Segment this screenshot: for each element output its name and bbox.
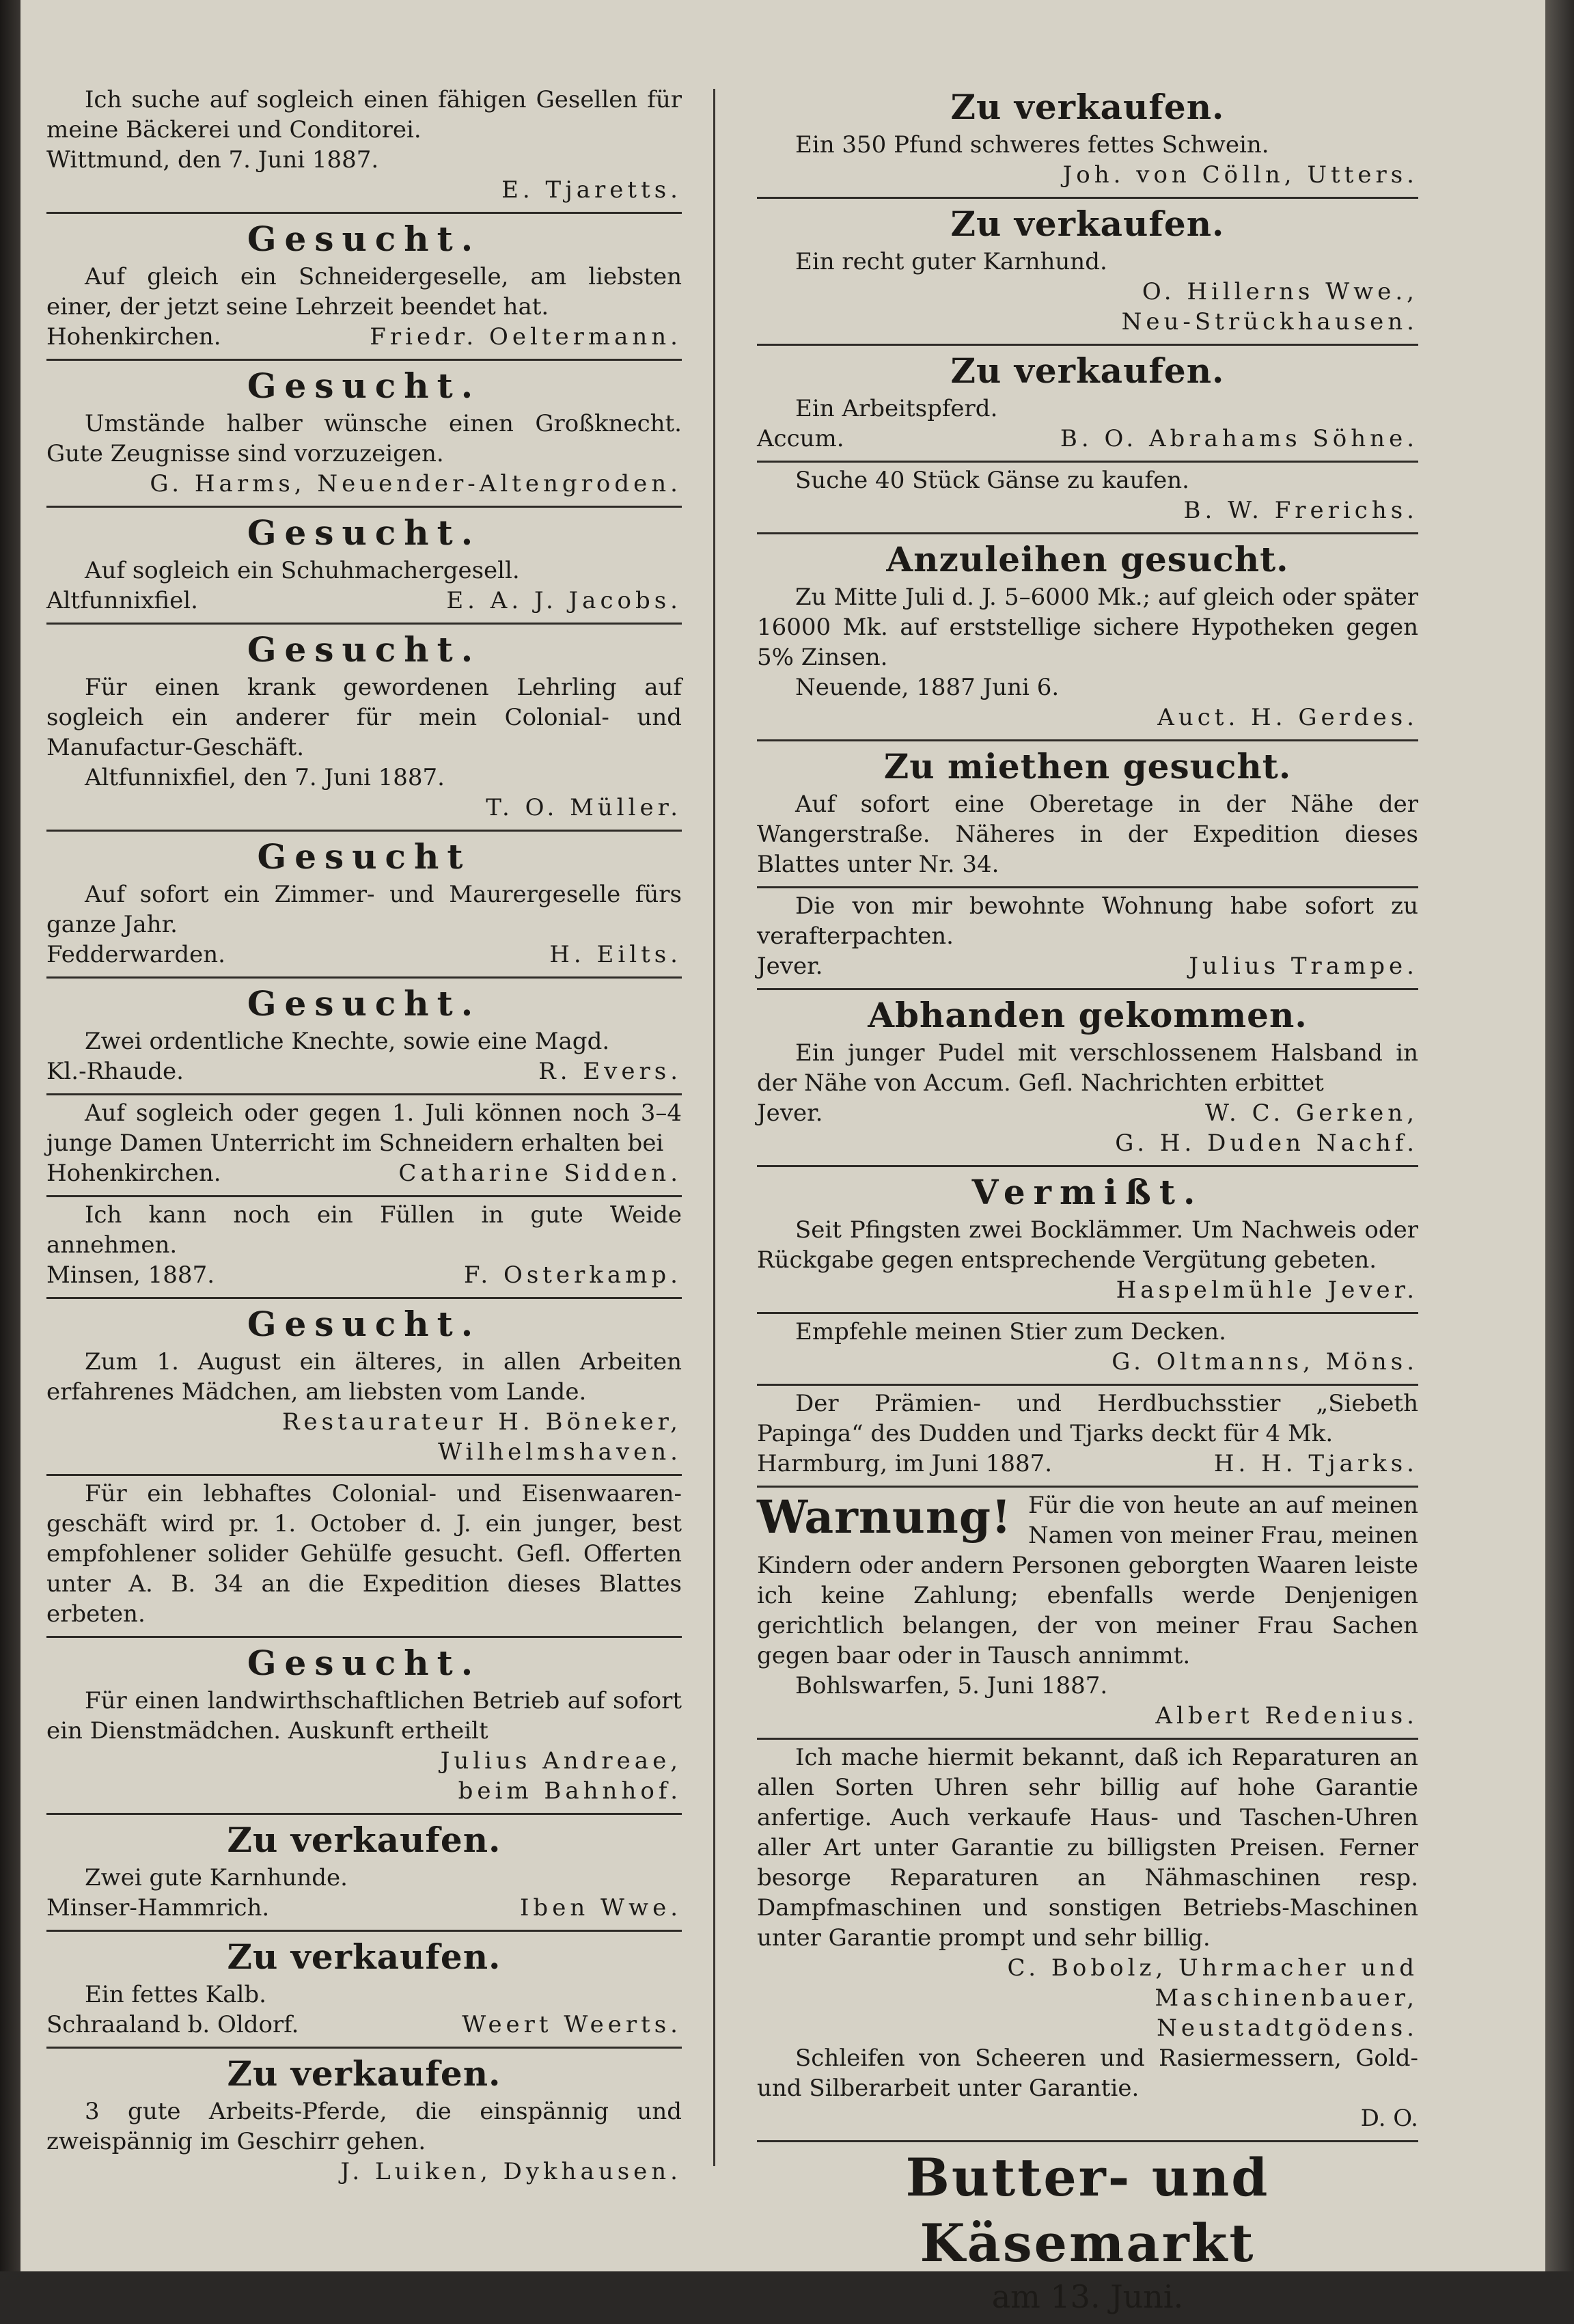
advertisement (757, 346, 1418, 463)
ad-signature-row (46, 1056, 682, 1086)
ad-place: Minser-Hammrich. (46, 1894, 270, 1922)
ad-place: Schraaland b. Oldorf. (46, 2011, 299, 2038)
ad-heading: Gesucht. (247, 1304, 482, 1344)
ad-text: Empfehle meinen Stier zum Decken. (795, 1318, 1226, 1345)
ad-place: Altfunnixfiel. (46, 587, 198, 614)
advertisement (757, 1740, 1418, 2142)
ad-text: Für einen krank gewordenen Lehrling auf sogleich ein anderer für mein Colonial- und Manufactur-Geschäft. (46, 674, 682, 761)
ad-place: Harmburg, im Juni 1887. (757, 1450, 1053, 1477)
ad-text: Für einen landwirthschaftlichen Betrieb auf sofort ein Dienstmädchen. Auskunft ertheilt (46, 1687, 682, 1745)
ad-signature: D. O. (1360, 2105, 1418, 2132)
ad-signature: C. Bobolz, Uhrmacher und Maschinenbauer, (1007, 1954, 1418, 2012)
left-column (46, 82, 682, 2193)
ad-place: Wittmund, den 7. Juni 1887. (46, 146, 379, 174)
ad-text: Umstände halber wünsche einen Großknecht. Gute Zeugnisse sind vorzuzeigen. (46, 410, 682, 467)
ad-text: Für ein lebhaftes Colonial- und Eisenwaaren-geschäft wird pr. 1. October d. J. ein junger, best empfohlener solider Gehülfe gesucht. Gefl. Offerten unter A. B. 34 an die Expedition dieses Blattes erbeten. (46, 1480, 682, 1628)
advertisement (46, 361, 682, 508)
ad-signature-row (46, 145, 682, 175)
warning-heading: Warnung! (757, 1490, 1012, 1544)
ad-heading: Anzuleihen gesucht. (886, 539, 1289, 579)
ad-heading: Zu verkaufen. (227, 1937, 501, 1977)
ad-place: Fedderwarden. (46, 941, 225, 968)
ad-text: Zwei ordentliche Knechte, sowie eine Magd. (85, 1028, 610, 1055)
ad-signature-row (757, 951, 1418, 981)
ad-signature: Albert Redenius. (1155, 1702, 1418, 1730)
ad-text: 3 gute Arbeits-Pferde, die einspännig und zweispännig im Geschirr gehen. (46, 2098, 682, 2155)
advertisement (757, 1314, 1418, 1386)
advertisement (757, 534, 1418, 741)
ad-signature-row (46, 586, 682, 616)
ad-text: Ein Arbeitspferd. (795, 395, 998, 422)
ad-text: Zum 1. August ein älteres, in allen Arbeiten erfahrenes Mädchen, am liebsten vom Lande. (46, 1348, 682, 1406)
ad-signature: J. Luiken, Dykhausen. (340, 2158, 682, 2185)
ad-signature: B. O. Abrahams Söhne. (1060, 425, 1418, 452)
ad-text: Seit Pfingsten zwei Bocklämmer. Um Nachweis oder Rückgabe gegen entsprechende Vergütung gebeten. (757, 1216, 1418, 1274)
ad-heading: Gesucht. (247, 983, 482, 1024)
ad-heading: Gesucht. (247, 1643, 482, 1683)
ad-heading: Vermißt. (971, 1172, 1204, 1212)
advertisement (46, 1095, 682, 1197)
advertisement (46, 1197, 682, 1299)
ad-heading: Gesucht. (247, 512, 482, 553)
ad-text-body: Für die von heute an auf meinen Namen von meiner Frau, meinen Kindern oder andern Personen geborgten Waaren leiste ich keine Zahlung; ebenfalls werde Denjenigen gerichtlich belangen, der von meiner Frau Sachen gegen baar oder in Tausch annimmt. (757, 1492, 1418, 1669)
ad-signature: Haspelmühle Jever. (1116, 1276, 1418, 1304)
ad-signature-row (46, 322, 682, 352)
ad-subheading: am 13. Juni. (991, 2278, 1184, 2315)
ad-text: Ein junger Pudel mit verschlossenem Halsband in der Nähe von Accum. Gefl. Nachrichten erbittet (757, 1039, 1418, 1097)
ad-signature: Restaurateur H. Böneker, (281, 1408, 682, 1436)
ad-signature: T. O. Müller. (486, 794, 682, 821)
ad-heading: Zu miethen gesucht. (883, 746, 1292, 787)
ad-signature: Iben Wwe. (520, 1894, 682, 1922)
ad-heading: Zu verkaufen. (950, 204, 1225, 244)
ad-signature-row (46, 1260, 682, 1290)
ad-signature-row (46, 1893, 682, 1923)
ad-signature: F. Osterkamp. (464, 1261, 682, 1289)
ad-signature: R. Evers. (538, 1058, 682, 1085)
advertisement (46, 214, 682, 361)
advertisement (757, 990, 1418, 1167)
ad-signature: beim Bahnhof. (458, 1777, 682, 1805)
ad-signature: Neustadtgödens. (1157, 2014, 1418, 2042)
ad-date: Bohlswarfen, 5. Juni 1887. (795, 1672, 1108, 1699)
ad-text: Ich suche auf sogleich einen fähigen Gesellen für meine Bäckerei und Conditorei. (46, 86, 682, 143)
advertisement (46, 1299, 682, 1476)
page-edge-left (0, 0, 20, 2271)
ad-heading: Zu verkaufen. (950, 351, 1225, 391)
advertisement (757, 82, 1418, 199)
column-divider (713, 89, 715, 2166)
ad-text: Die von mir bewohnte Wohnung habe sofort zu verafterpachten. (757, 892, 1418, 950)
advertisement (757, 741, 1418, 888)
ad-text: Ein 350 Pfund schweres fettes Schwein. (795, 131, 1269, 159)
ad-signature: H. Eilts. (549, 941, 682, 968)
ad-place: Accum. (757, 425, 844, 452)
ad-signature: G. H. Duden Nachf. (1115, 1130, 1418, 1157)
advertisement (46, 1638, 682, 1815)
page-edge-right (1545, 0, 1574, 2271)
ad-text: Der Prämien- und Herdbuchsstier „Siebeth Papinga“ des Dudden und Tjarks deckt für 4 Mk. (757, 1390, 1418, 1447)
ad-text: Zu Mitte Juli d. J. 5–6000 Mk.; auf gleich oder später 16000 Mk. auf erststellige sichere Hypotheken gegen 5% Zinsen. (757, 584, 1418, 671)
advertisement (757, 2142, 1418, 2324)
advertisement (757, 1386, 1418, 1488)
ad-signature: Friedr. Oeltermann. (370, 323, 682, 351)
ad-date: Altfunnixfiel, den 7. Juni 1887. (85, 764, 445, 791)
ad-signature: E. Tjaretts. (501, 176, 682, 204)
ad-heading: Gesucht. (247, 219, 482, 259)
advertisement (46, 625, 682, 832)
ad-signature: G. Oltmanns, Möns. (1112, 1348, 1418, 1376)
ad-signature: G. Harms, Neuender-Altengroden. (150, 470, 682, 497)
ad-signature: O. Hillerns Wwe., (1142, 278, 1418, 305)
ad-text: Schleifen von Scheeren und Rasiermessern, Gold- und Silberarbeit unter Garantie. (757, 2045, 1418, 2102)
ad-signature: E. A. J. Jacobs. (446, 587, 682, 614)
ad-signature: Neu-Strückhausen. (1121, 308, 1418, 336)
advertisement (757, 199, 1418, 346)
ad-signature-row (757, 424, 1418, 454)
ad-signature: Auct. H. Gerdes. (1157, 704, 1418, 731)
ad-place: Jever. (757, 953, 823, 980)
ad-heading: Zu verkaufen. (227, 1820, 501, 1860)
ad-signature-row (46, 1158, 682, 1188)
ad-place: Hohenkirchen. (46, 1160, 221, 1187)
ad-text: Ich mache hiermit bekannt, daß ich Reparaturen an allen Sorten Uhren sehr billig auf hohe Garantie anfertige. Auch verkaufe Haus- und Taschen-Uhren aller Art unter Garantie zu billigsten Preisen. Ferner besorge Reparaturen an Nähmaschinen resp. Dampfmaschinen und sonstigen Betriebs-Maschinen unter Garantie prompt und sehr billig. (757, 1744, 1418, 1952)
ad-text: Auf sogleich ein Schuhmachergesell. (85, 557, 520, 584)
advertisement (46, 82, 682, 214)
advertisement (757, 888, 1418, 990)
ad-heading: Zu verkaufen. (950, 87, 1225, 127)
advertisement (757, 1488, 1418, 1740)
ad-place: Hohenkirchen. (46, 323, 221, 351)
ad-text: Zwei gute Karnhunde. (85, 1864, 348, 1891)
advertisement (46, 1476, 682, 1638)
advertisement (46, 979, 682, 1095)
ad-signature: Catharine Sidden. (398, 1160, 682, 1187)
right-column (757, 82, 1418, 2324)
advertisement (757, 1167, 1418, 1314)
ad-text: Auf sofort eine Oberetage in der Nähe der Wangerstraße. Näheres in der Expedition dieses Blattes unter Nr. 34. (757, 791, 1418, 878)
ad-text: Ein recht guter Karnhund. (795, 248, 1107, 275)
ad-signature: Joh. von Cölln, Utters. (1062, 161, 1418, 189)
ad-text: Auf sofort ein Zimmer- und Maurergeselle fürs ganze Jahr. (46, 881, 682, 938)
ad-signature: H. H. Tjarks. (1213, 1450, 1418, 1477)
ad-signature-row (46, 2010, 682, 2040)
ad-signature: W. C. Gerken, (1205, 1099, 1418, 1127)
ad-signature: Julius Andreae, (440, 1747, 682, 1775)
ad-text: Auf gleich ein Schneidergeselle, am liebsten einer, der jetzt seine Lehrzeit beendet hat. (46, 263, 682, 320)
ad-place: Kl.-Rhaude. (46, 1058, 184, 1085)
ad-place: Jever. (757, 1099, 823, 1127)
ad-date: Neuende, 1887 Juni 6. (795, 674, 1060, 701)
ad-signature-row (757, 1449, 1418, 1479)
ad-heading: Abhanden gekommen. (868, 995, 1308, 1035)
ad-text: Suche 40 Stück Gänse zu kaufen. (795, 467, 1189, 494)
ad-signature-row (46, 940, 682, 970)
advertisement (46, 832, 682, 979)
ad-signature: Wilhelmshaven. (438, 1438, 682, 1466)
ad-signature: Weert Weerts. (462, 2011, 682, 2038)
ad-text (757, 1490, 1418, 1671)
ad-signature: B. W. Frerichs. (1183, 497, 1418, 524)
ad-heading: Gesucht (257, 836, 471, 877)
ad-heading: Gesucht. (247, 366, 482, 406)
ad-text: Ich kann noch ein Füllen in gute Weide annehmen. (46, 1201, 682, 1259)
advertisement (46, 2049, 682, 2193)
ad-heading: Gesucht. (247, 629, 482, 670)
advertisement (46, 508, 682, 625)
ad-heading: Butter- und Käsemarkt (905, 2147, 1270, 2273)
ad-place: Minsen, 1887. (46, 1261, 215, 1289)
ad-text: Ein fettes Kalb. (85, 1981, 266, 2008)
advertisement (757, 463, 1418, 534)
ad-text: Auf sogleich oder gegen 1. Juli können noch 3–4 junge Damen Unterricht im Schneidern erhalten bei (46, 1099, 682, 1157)
advertisement (46, 1932, 682, 2049)
ad-signature-row (757, 1098, 1418, 1128)
ad-signature: Julius Trampe. (1189, 953, 1418, 980)
ad-heading: Zu verkaufen. (227, 2053, 501, 2094)
advertisement (46, 1815, 682, 1932)
